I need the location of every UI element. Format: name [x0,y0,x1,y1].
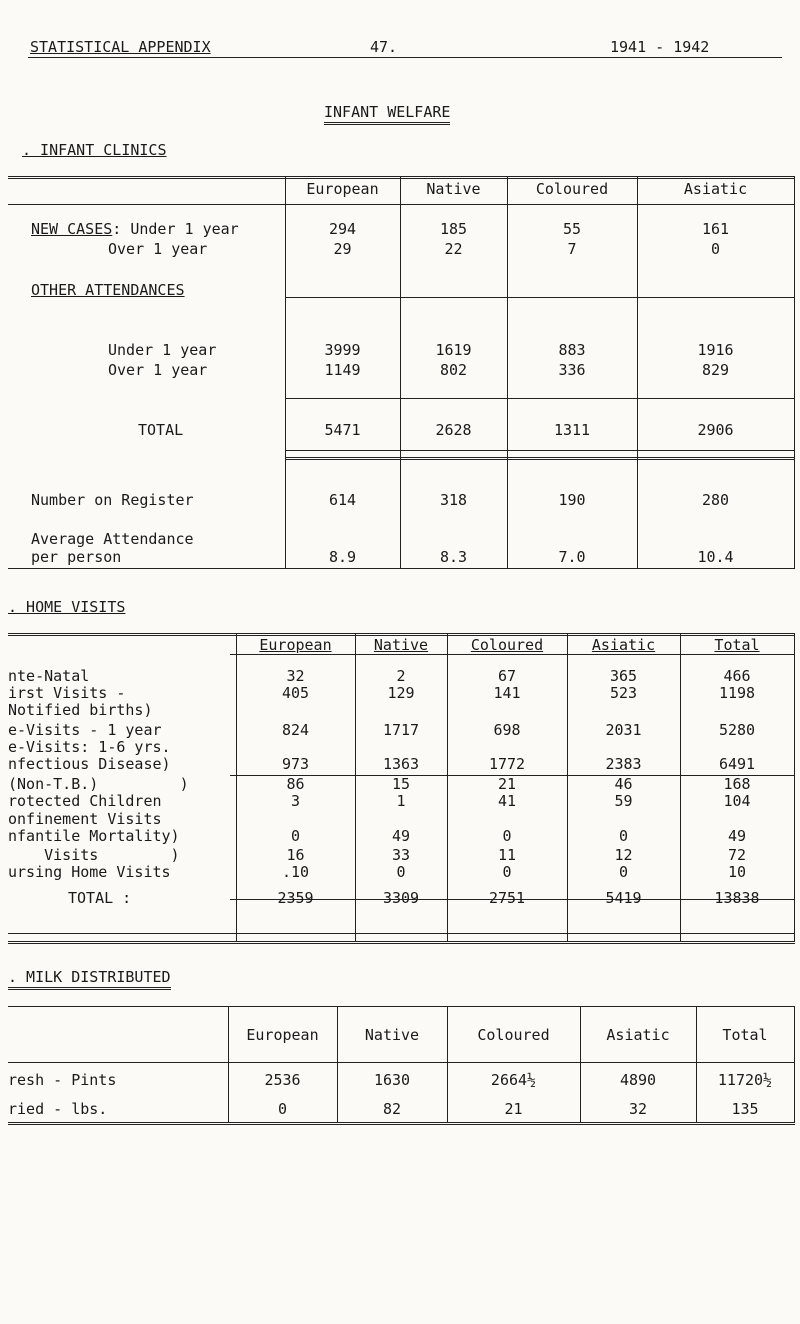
cell: 1916 [697,341,734,359]
cell: 190 [558,491,586,509]
cell: 2031 [605,721,642,739]
cell: 2628 [435,421,472,439]
cell: 1311 [553,421,591,439]
cell: 86 [286,775,305,793]
row-label-other-under1: Under 1 year [108,341,217,359]
cell: 0 [396,863,406,881]
cell: 1363 [382,755,420,773]
cell: 2 [396,667,406,685]
cell: 405 [281,684,310,702]
cell: 185 [439,220,468,238]
cell: 0 [277,1100,288,1118]
cell: 698 [493,721,521,739]
row-label-new-under1: NEW CASES: Under 1 year [31,220,239,238]
row-label-other-over1: Over 1 year [108,361,208,379]
row-label: irst Visits - [8,684,126,702]
cell: 13838 [714,889,760,907]
cell: 336 [558,361,586,379]
cell: 67 [497,667,517,685]
cell: 135 [731,1100,759,1118]
cell: 33 [391,846,411,864]
cell: 0 [618,827,629,845]
cell: 7.0 [558,548,586,566]
cell: 21 [497,775,517,793]
cell: 294 [328,220,357,238]
cell: .10 [281,863,310,881]
section-heading-milk: . MILK DISTRIBUTED [8,968,171,990]
cell: 4890 [619,1071,657,1089]
row-label-avg-1: Average Attendance [31,530,194,548]
row-label: Visits ) [8,846,180,864]
cell: 11720½ [717,1071,773,1089]
row-label: rotected Children [8,792,162,810]
row-label-total: TOTAL : [68,889,132,907]
cell: 883 [558,341,586,359]
col-native: Native [426,180,481,198]
cell: 129 [387,684,415,702]
cell: 11 [497,846,517,864]
row-label: Notified births) [8,701,153,719]
cell: 49 [391,827,411,845]
cell: 7 [567,240,577,258]
cell: 466 [723,667,751,685]
cell: 161 [701,220,730,238]
cell: 55 [562,220,582,238]
col-european: European [259,636,332,654]
cell: 8.9 [328,548,357,566]
cell: 2359 [277,889,314,907]
cell: 1198 [718,684,756,702]
col-total: Total [714,636,760,654]
cell: 10.4 [697,548,734,566]
cell: 49 [727,827,747,845]
page-title: INFANT WELFARE [324,103,450,125]
cell: 1717 [382,721,420,739]
row-label: (Non-T.B.) ) [8,775,189,793]
row-label: nfectious Disease) [8,755,171,773]
row-label: e-Visits - 1 year [8,721,162,739]
row-label: onfinement Visits [8,810,162,828]
cell: 21 [504,1100,523,1118]
col-total: Total [722,1026,768,1044]
cell: 22 [444,240,463,258]
cell: 29 [333,240,352,258]
row-label-register: Number on Register [31,491,194,509]
col-coloured: Coloured [470,636,544,654]
row-label: ursing Home Visits [8,863,171,881]
cell: 5471 [324,421,361,439]
cell: 365 [609,667,638,685]
cell: 3309 [382,889,420,907]
row-label-total: TOTAL [138,421,184,439]
page-number: 47. [370,38,398,56]
row-label: e-Visits: 1-6 yrs. [8,738,171,756]
col-european: European [246,1026,319,1044]
header-rule [28,57,782,58]
row-label-fresh: resh - Pints [8,1071,117,1089]
col-european: European [306,180,379,198]
cell: 2751 [488,889,526,907]
cell: 280 [701,491,730,509]
cell: 8.3 [439,548,468,566]
cell: 168 [723,775,751,793]
cell: 3999 [324,341,361,359]
cell: 46 [614,775,633,793]
cell: 0 [502,827,512,845]
row-label-dried: ried - lbs. [8,1100,108,1118]
cell: 0 [290,827,301,845]
cell: 5280 [718,721,756,739]
row-label-other-attendances: OTHER ATTENDANCES [31,281,185,299]
cell: 2536 [264,1071,301,1089]
col-native: Native [373,636,429,654]
cell: 2383 [605,755,642,773]
row-label-new-over1: Over 1 year [108,240,208,258]
cell: 824 [281,721,310,739]
cell: 1619 [435,341,472,359]
cell: 3 [290,792,301,810]
cell: 523 [609,684,638,702]
cell: 0 [502,863,512,881]
col-coloured: Coloured [535,180,609,198]
row-label: nte-Natal [8,667,90,685]
cell: 614 [328,491,357,509]
col-native: Native [364,1026,420,1044]
cell: 10 [727,863,747,881]
cell: 318 [439,491,468,509]
cell: 5419 [605,889,642,907]
section-heading-home-visits: . HOME VISITS [8,598,126,616]
row-label: nfantile Mortality) [8,827,180,845]
cell: 141 [493,684,521,702]
cell: 72 [727,846,747,864]
cell: 1149 [324,361,361,379]
col-asiatic: Asiatic [683,180,748,198]
cell: 1772 [488,755,526,773]
cell: 1630 [373,1071,411,1089]
cell: 1 [396,792,406,810]
cell: 0 [618,863,629,881]
cell: 32 [286,667,305,685]
cell: 12 [614,846,633,864]
cell: 32 [628,1100,648,1118]
cell: 16 [286,846,305,864]
section-heading-clinics: . INFANT CLINICS [22,141,167,159]
cell: 15 [391,775,411,793]
cell: 41 [497,792,517,810]
cell: 802 [439,361,468,379]
cell: 973 [281,755,310,773]
cell: 59 [614,792,633,810]
col-asiatic: Asiatic [606,1026,670,1044]
cell: 829 [701,361,730,379]
year-range: 1941 - 1942 [610,38,710,56]
cell: 104 [723,792,751,810]
row-label-avg-2: per person [31,548,122,566]
col-coloured: Coloured [477,1026,550,1044]
cell: 2906 [697,421,734,439]
cell: 82 [382,1100,402,1118]
cell: 6491 [718,755,756,773]
cell: 2664½ [490,1071,537,1089]
cell: 0 [710,240,721,258]
appendix-title: STATISTICAL APPENDIX [30,38,211,56]
col-asiatic: Asiatic [591,636,656,654]
